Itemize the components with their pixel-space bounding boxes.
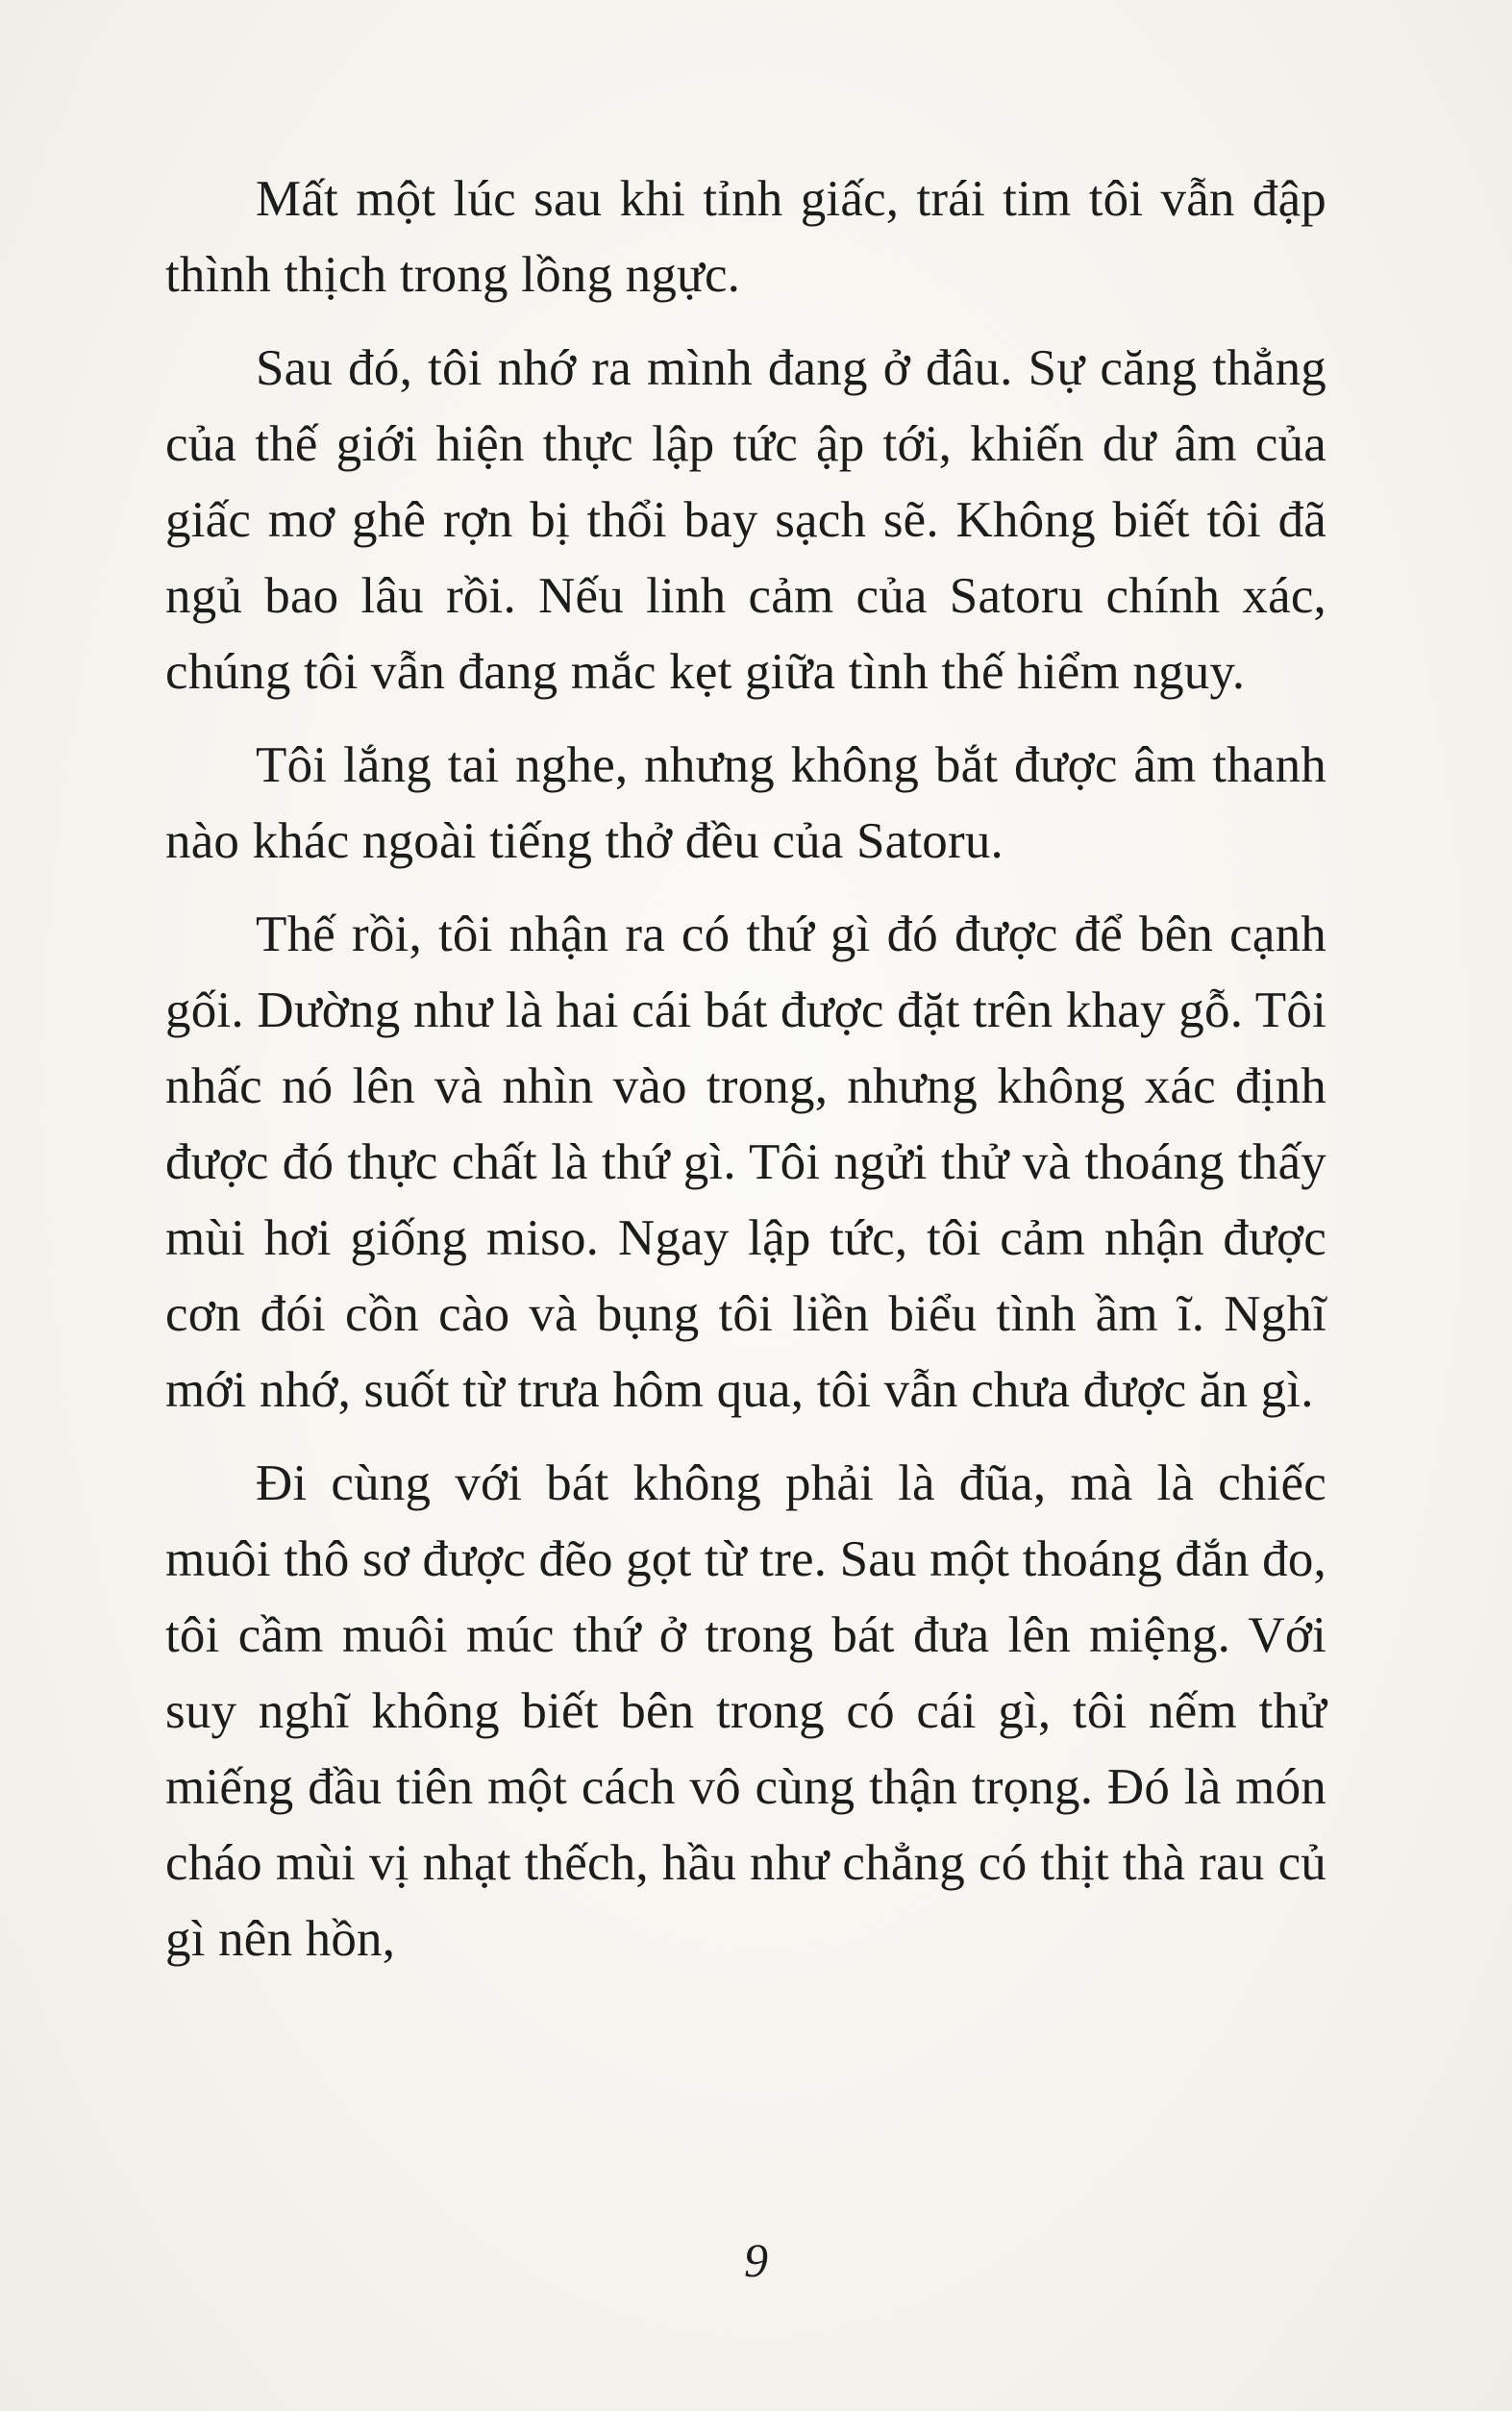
page-number: 9 — [744, 2233, 768, 2287]
paragraph-3: Tôi lắng tai nghe, nhưng không bắt được âm thanh nào khác ngoài tiếng thở đều của Satoru. — [165, 737, 1326, 869]
body-text — [165, 162, 1326, 1995]
paragraph-2: Sau đó, tôi nhớ ra mình đang ở đâu. Sự căng thẳng của thế giới hiện thực lập tức ập tới, khiến dư âm của giấc mơ ghê rợn bị thổi bay sạch sẽ. Không biết tôi đã ngủ bao lâu rồi. Nếu linh cảm của Satoru chính xác, chúng tôi vẫn đang mắc kẹt giữa tình thế hiểm nguy. — [165, 340, 1326, 700]
paragraph-5: Đi cùng với bát không phải là đũa, mà là chiếc muôi thô sơ được đẽo gọt từ tre. Sau một thoáng đắn đo, tôi cầm muôi múc thứ ở trong bát đưa lên miệng. Với suy nghĩ không biết bên trong có cái gì, tôi nếm thử miếng đầu tiên một cách vô cùng thận trọng. Đó là món cháo mùi vị nhạt thếch, hầu như chẳng có thịt thà rau củ gì nên hồn, — [165, 1455, 1326, 1967]
paragraph-1: Mất một lúc sau khi tỉnh giấc, trái tim tôi vẫn đập thình thịch trong lồng ngực. — [165, 171, 1326, 303]
paragraph-4: Thế rồi, tôi nhận ra có thứ gì đó được để bên cạnh gối. Dường như là hai cái bát được đặt trên khay gỗ. Tôi nhấc nó lên và nhìn vào trong, nhưng không xác định được đó thực chất là thứ gì. Tôi ngửi thử và thoáng thấy mùi hơi giống miso. Ngay lập tức, tôi cảm nhận được cơn đói cồn cào và bụng tôi liền biểu tình ầm ĩ. Nghĩ mới nhớ, suốt từ trưa hôm qua, tôi vẫn chưa được ăn gì. — [165, 907, 1326, 1418]
